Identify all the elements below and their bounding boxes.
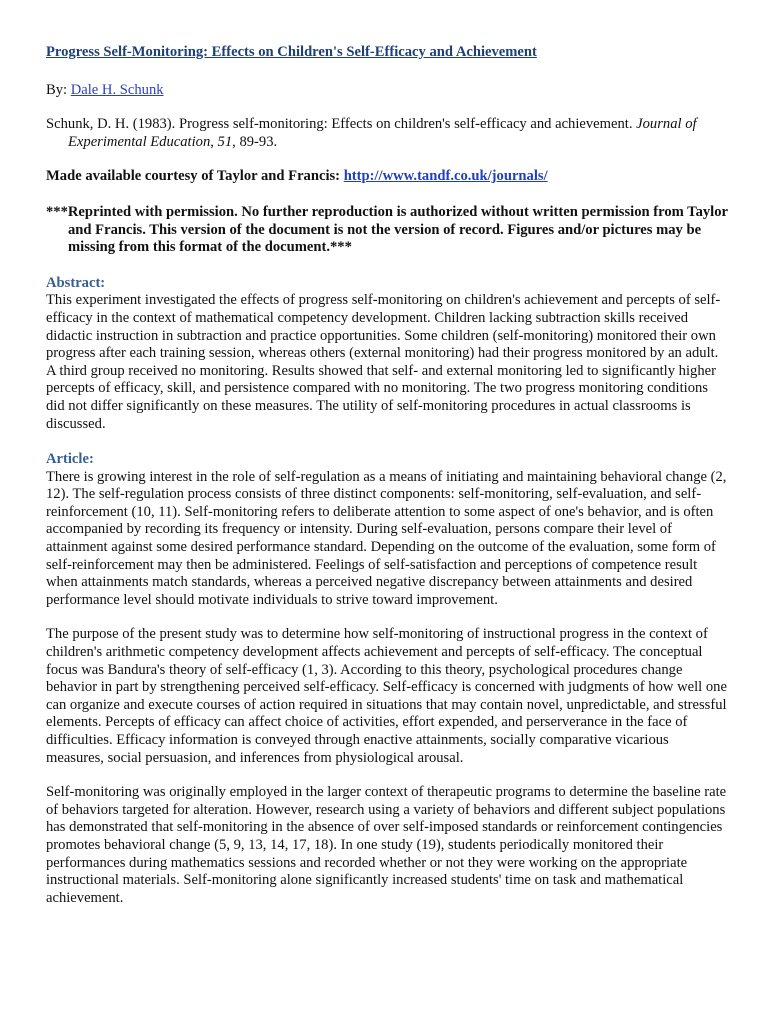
article-paragraph-3: Self-monitoring was originally employed in the larger context of therapeutic programs to determine the baseline rate of behaviors targeted for alteration. However, research using a variety of behaviors and different subject populations has demonstrated that self-monitoring in the absence of over self-imposed standards or reinforcement contingencies promotes behavioral change (5, 9, 13, 14, 17, 18). In one study (19), students periodically monitored their performances during mathematics sessions and recorded whether or not they were working on the appropriate instructional materials. Self-monitoring alone significantly increased students' time on task and mathematical achievement. xyxy=(46,784,727,906)
article-paragraph-1: There is growing interest in the role of self-regulation as a means of initiating and maintaining behavioral change (2, 12). The self-regulation process consists of three distinct components: self-monitoring, self-evaluation, and self-reinforcement (10, 11). Self-monitoring refers to deliberate attention to some aspect of one's behavior, and is often accompanied by recording its frequency or intensity. During self-evaluation, persons compare their level of attainment against some desired performance standard. Depending on the outcome of the evaluation, some form of self-reinforcement may then be administered. Feelings of self-satisfaction and perceptions of competence result when attainments match standards, whereas a perceived negative discrepancy between attainments and desired performance level should motivate individuals to strive toward improvement. xyxy=(46,468,727,608)
citation xyxy=(46,116,730,151)
courtesy-line xyxy=(46,168,730,186)
publisher-link[interactable]: http://www.tandf.co.uk/journals/ xyxy=(343,168,548,185)
author-link[interactable]: Dale H. Schunk xyxy=(70,81,164,98)
byline xyxy=(46,82,730,100)
abstract-heading: Abstract: xyxy=(46,274,106,291)
abstract-text: This experiment investigated the effects of progress self-monitoring on children's achievement and percepts of self-efficacy in the context of mathematical competency development. Children lacking subtraction skills received didactic instruction in subtraction and practice opportunities. Some children (self-monitoring) monitored their own progress after each training session, whereas others (external monitoring) had their progress monitored by an adult. A third group received no monitoring. Results showed that self- and external monitoring led to significantly higher percepts of efficacy, skill, and persistence compared with no monitoring. The two progress monitoring conditions did not differ significantly on these measures. The utility of self-monitoring procedures in actual classrooms is discussed. xyxy=(46,292,721,432)
article-paragraph-2: The purpose of the present study was to determine how self-monitoring of instructional progress in the context of children's arithmetic competency development affects achievement and percepts of self-efficacy. The conceptual focus was Bandura's theory of self-efficacy (1, 3). According to this theory, psychological procedures change behavior in part by strengthening perceived self-efficacy. Self-efficacy is concerned with judgments of how well one can organize and execute courses of action required in situations that may contain novel, unpredictable, and stressful elements. Percepts of efficacy can affect choice of activities, effort expended, and perserverance in the face of difficulties. Efficacy information is conveyed through enactive attainments, socially comparative vicarious measures, social persuasion, and inferences from physiological arousal. xyxy=(46,626,727,766)
courtesy-label: Made available courtesy of Taylor and Francis: xyxy=(46,168,344,185)
document-title: Progress Self-Monitoring: Effects on Children's Self-Efficacy and Achievement xyxy=(46,44,537,60)
byline-label: By: xyxy=(46,81,71,98)
document-page xyxy=(46,44,730,907)
citation-pages: , 89-93. xyxy=(232,133,278,150)
citation-journal: Journal of Experimental Education, 51 xyxy=(68,116,697,150)
citation-text: Schunk, D. H. (1983). Progress self-monitoring: Effects on children's self-efficacy and achievement. xyxy=(46,116,637,133)
reprint-notice: ***Reprinted with permission. No further reproduction is authorized without written permission from Taylor and Francis. This version of the document is not the version of record. Figures and/or pictures may be missing from this format of the document.*** xyxy=(46,203,728,256)
article-heading: Article: xyxy=(46,451,94,468)
